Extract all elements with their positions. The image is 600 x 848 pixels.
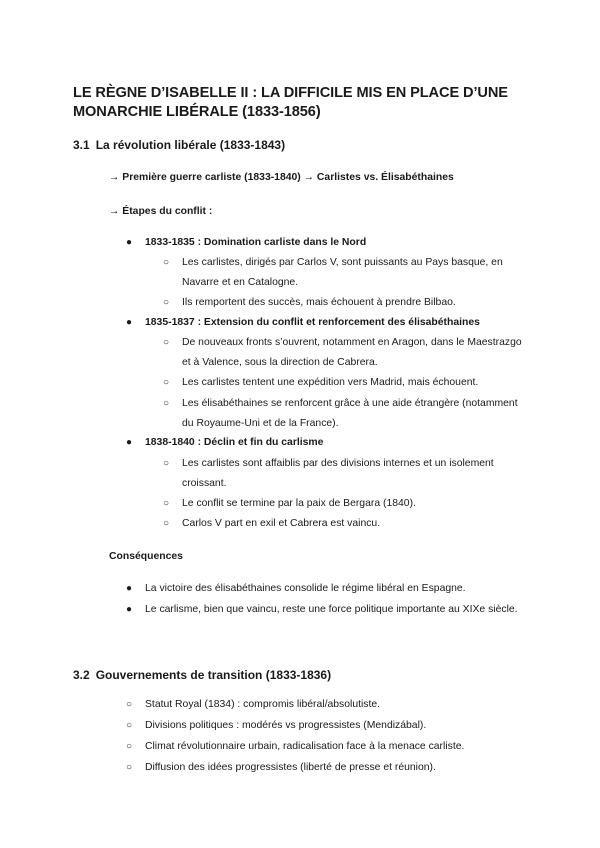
- arrow-line-stages: → Étapes du conflit :: [109, 206, 213, 217]
- hollow-bullet-icon: ○: [163, 257, 170, 268]
- hollow-bullet-icon: ○: [126, 699, 133, 710]
- section-heading-3-1: [73, 137, 285, 153]
- list-item: Divisions politiques : modérés vs progressistes (Mendizábal).: [145, 720, 427, 731]
- section-number: 3.2: [73, 668, 90, 682]
- list-item-line: De nouveaux fronts s’ouvrent, notamment en Aragon, dans le Maestrazgo: [182, 337, 522, 348]
- phase-title: 1835-1837 : Extension du conflit et renforcement des élisabéthaines: [145, 317, 480, 328]
- filled-bullet-icon: ●: [126, 237, 133, 248]
- section-title: La révolution libérale (1833-1843): [95, 138, 286, 152]
- list-item: La victoire des élisabéthaines consolide le régime libéral en Espagne.: [145, 583, 466, 594]
- list-item-line: Les carlistes sont affaiblis par des divisions internes et un isolement: [182, 458, 494, 469]
- phase-title: 1833-1835 : Domination carliste dans le Nord: [145, 237, 367, 248]
- arrow-line-war: → Première guerre carliste (1833-1840) → Carlistes vs. Élisabéthaines: [109, 172, 454, 183]
- section-number: 3.1: [73, 138, 90, 152]
- document-title: LE RÈGNE D’ISABELLE II : LA DIFFICILE MIS EN PLACE D’UNE MONARCHIE LIBÉRALE (1833-1856): [73, 85, 508, 120]
- list-item: Le carlisme, bien que vaincu, reste une force politique importante au XIXe siècle.: [145, 604, 518, 615]
- list-item: Statut Royal (1834) : compromis libéral/absolutiste.: [145, 699, 381, 710]
- hollow-bullet-icon: ○: [163, 297, 170, 308]
- hollow-bullet-icon: ○: [163, 337, 170, 348]
- list-item: Climat révolutionnaire urbain, radicalisation face à la menace carliste.: [145, 741, 465, 752]
- list-item-line: du Royaume-Uni et de la France).: [182, 418, 339, 429]
- list-item-line: croissant.: [182, 478, 227, 489]
- filled-bullet-icon: ●: [126, 437, 133, 448]
- hollow-bullet-icon: ○: [163, 458, 170, 469]
- list-item-line: Carlos V part en exil et Cabrera est vaincu.: [182, 518, 381, 529]
- filled-bullet-icon: ●: [126, 604, 133, 615]
- list-item: Diffusion des idées progressistes (liberté de presse et réunion).: [145, 762, 436, 773]
- list-item-line: Navarre et en Catalogne.: [182, 277, 299, 288]
- list-item-line: Les carlistes, dirigés par Carlos V, sont puissants au Pays basque, en: [182, 257, 503, 268]
- hollow-bullet-icon: ○: [163, 377, 170, 388]
- list-item-line: Les carlistes tentent une expédition vers Madrid, mais échouent.: [182, 377, 479, 388]
- consequences-label: Conséquences: [109, 551, 183, 562]
- list-item-line: Le conflit se termine par la paix de Bergara (1840).: [182, 498, 416, 509]
- list-item-line: Ils remportent des succès, mais échouent à prendre Bilbao.: [182, 297, 456, 308]
- hollow-bullet-icon: ○: [163, 398, 170, 409]
- hollow-bullet-icon: ○: [126, 720, 133, 731]
- list-item-line: Les élisabéthaines se renforcent grâce à une aide étrangère (notamment: [182, 398, 518, 409]
- hollow-bullet-icon: ○: [163, 518, 170, 529]
- filled-bullet-icon: ●: [126, 317, 133, 328]
- filled-bullet-icon: ●: [126, 583, 133, 594]
- phase-title: 1838-1840 : Déclin et fin du carlisme: [145, 437, 324, 448]
- list-item-line: et à Valence, sous la direction de Cabrera.: [182, 357, 378, 368]
- hollow-bullet-icon: ○: [163, 498, 170, 509]
- section-title: Gouvernements de transition (1833-1836): [95, 668, 332, 682]
- hollow-bullet-icon: ○: [126, 741, 133, 752]
- section-heading-3-2: [73, 667, 331, 683]
- hollow-bullet-icon: ○: [126, 762, 133, 773]
